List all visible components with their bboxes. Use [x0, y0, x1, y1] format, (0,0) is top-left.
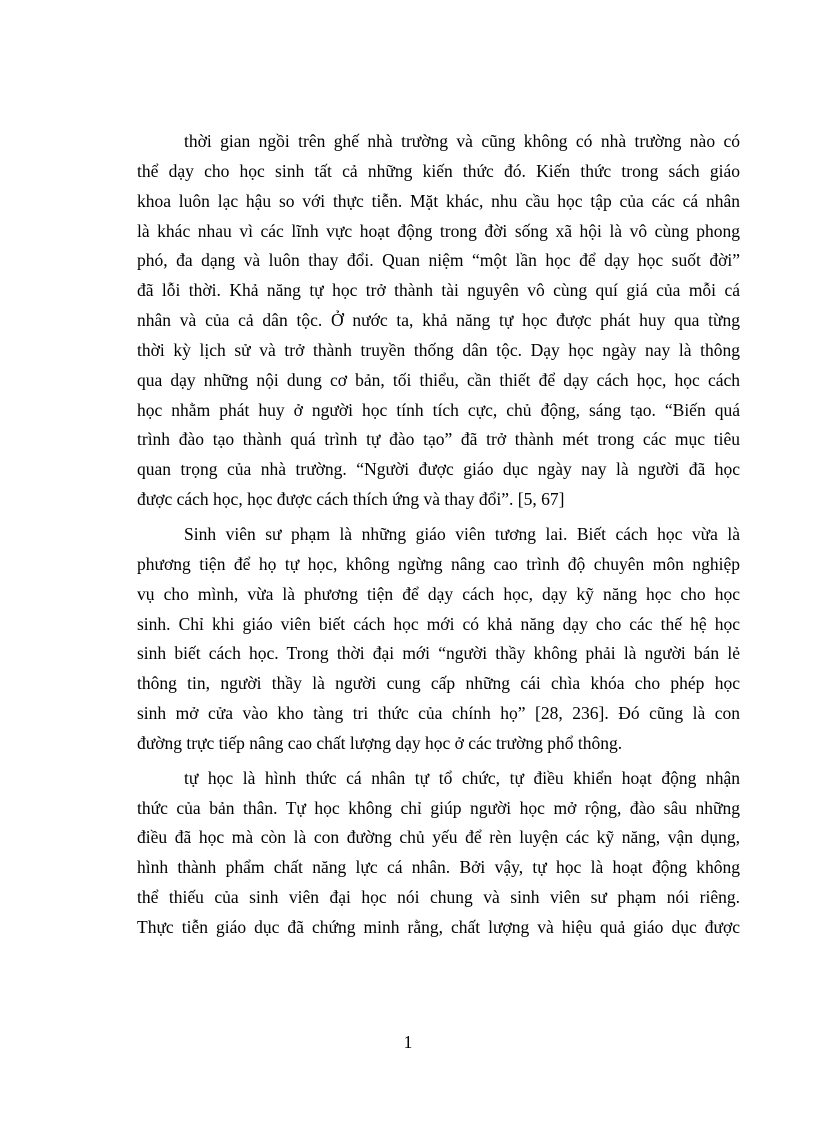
text-line: thời gian ngồi trên ghế nhà trường và cũng không có nhà trường nào có: [184, 131, 740, 151]
text-line: tự học là hình thức cá nhân tự tổ chức, tự điều khiển hoạt động nhận: [184, 767, 740, 788]
text-line: thể dạy cho học sinh tất cả những kiến thức đó. Kiến thức trong sách giáo: [137, 160, 740, 181]
text-line: khoa luôn lạc hậu so với thực tiễn. Mặt khác, nhu cầu học tập của các cá nhân: [137, 190, 740, 211]
text-line: thời kỳ lịch sử và trở thành truyền thống dân tộc. Dạy học ngày nay là thông: [137, 339, 740, 360]
text-line: qua dạy những nội dung cơ bản, tối thiểu, cần thiết để dạy cách học, học cách: [137, 369, 740, 390]
text-line: phương tiện để họ tự học, không ngừng nâng cao trình độ chuyên môn nghiệp: [137, 553, 740, 574]
text-line: trình đào tạo thành quá trình tự đào tạo” đã trở thành mét trong các mục tiêu: [137, 429, 740, 450]
text-line: được cách học, học được cách thích ứng và thay đổi”. [5, 67]: [137, 489, 565, 510]
text-line: sinh biết cách học. Trong thời đại mới “người thầy không phải là người bán lẻ: [137, 643, 740, 664]
paragraph-2: [137, 520, 740, 759]
text-line: điều đã học mà còn là con đường chủ yếu để rèn luyện các kỹ năng, vận dụng,: [137, 827, 740, 848]
text-line: quan trọng của nhà trường. “Người được giáo dục ngày nay là người đã học: [137, 459, 740, 480]
text-line: nhân và của cả dân tộc. Ở nước ta, khả năng tự học được phát huy qua từng: [137, 310, 740, 331]
paragraph-1: [137, 127, 740, 515]
text-line: thông tin, người thầy là người cung cấp những cái chìa khóa cho phép học: [137, 673, 740, 694]
text-line: học nhằm phát huy ở người học tính tích cực, chủ động, sáng tạo. “Biến quá: [137, 399, 740, 420]
text-line: hình thành phẩm chất năng lực cá nhân. Bởi vậy, tự học là hoạt động không: [137, 857, 740, 878]
paragraph-3: [137, 764, 740, 943]
text-line: vụ cho mình, vừa là phương tiện để dạy cách học, dạy kỹ năng học cho học: [137, 583, 740, 604]
text-line: phó, đa dạng và luôn thay đổi. Quan niệm “một lần học để dạy học suốt đời”: [137, 250, 740, 271]
text-line: đã lỗi thời. Khả năng tự học trở thành tài nguyên vô cùng quí giá của mỗi cá: [137, 280, 740, 301]
text-line: là khác nhau vì các lĩnh vực hoạt động trong đời sống xã hội là vô cùng phong: [137, 220, 740, 241]
text-line: Thực tiễn giáo dục đã chứng minh rằng, chất lượng và hiệu quả giáo dục được: [137, 916, 740, 937]
page-number: 1: [403, 1032, 413, 1052]
text-line: thể thiếu của sinh viên đại học nói chung và sinh viên sư phạm nói riêng.: [137, 887, 740, 908]
text-line: Sinh viên sư phạm là những giáo viên tương lai. Biết cách học vừa là: [184, 523, 740, 544]
text-line: đường trực tiếp nâng cao chất lượng dạy học ở các trường phổ thông.: [137, 732, 623, 753]
body-text: [137, 127, 740, 943]
text-line: sinh mở cửa vào kho tàng tri thức của chính họ” [28, 236]. Đó cũng là con: [137, 703, 740, 724]
text-line: thức của bản thân. Tự học không chỉ giúp người học mở rộng, đào sâu những: [137, 797, 740, 818]
text-line: sinh. Chỉ khi giáo viên biết cách học mới có khả năng dạy cho các thế hệ học: [137, 613, 740, 634]
